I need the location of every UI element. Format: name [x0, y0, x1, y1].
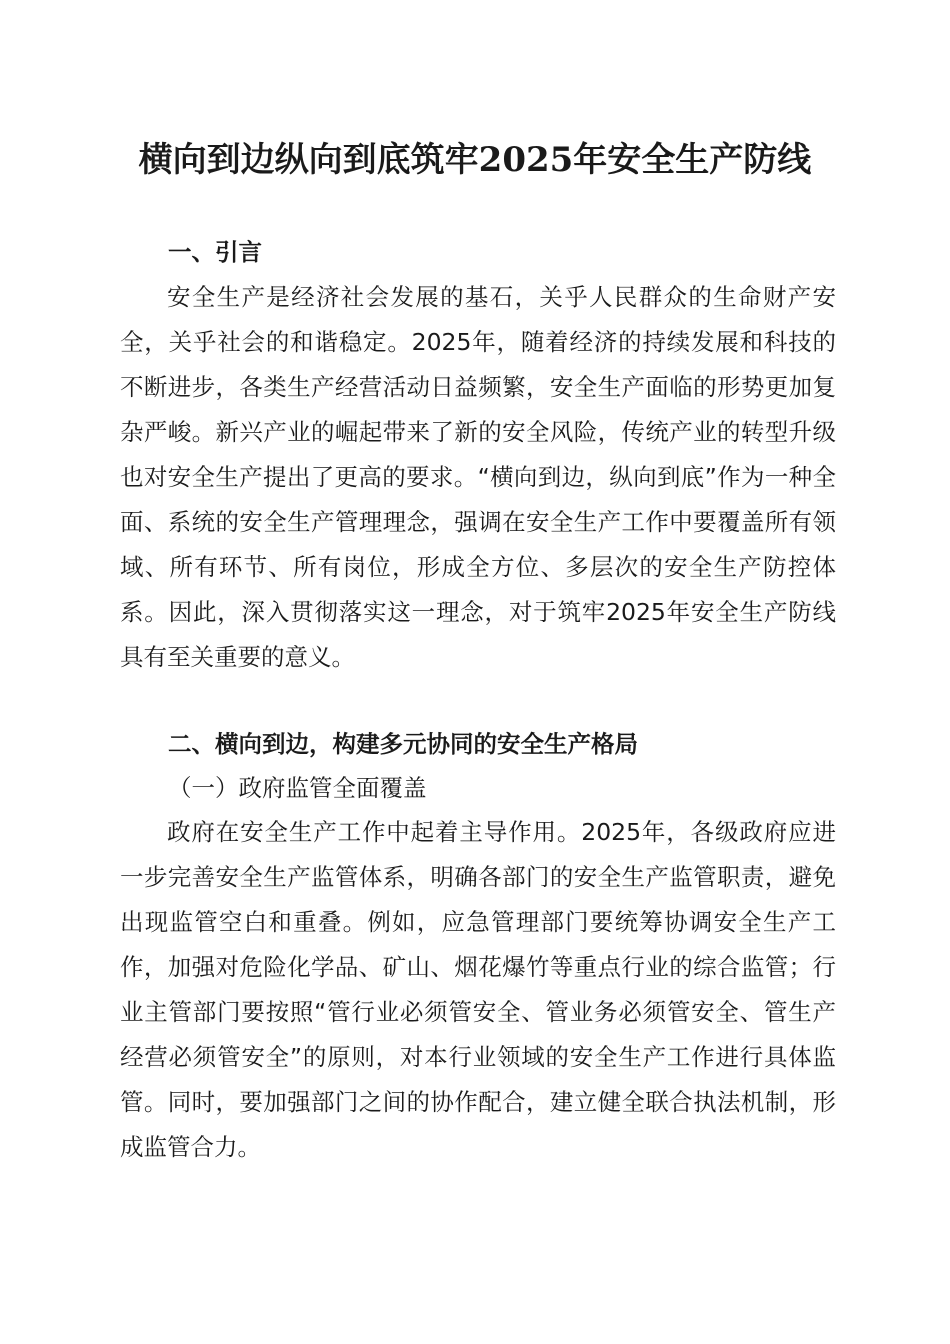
government-supervision-paragraph: 政府在安全生产工作中起着主导作用。2025年，各级政府应进一步完善安全生产监管体系，明确各部门的安全生产监管职责，避免出现监管空白和重叠。例如，应急管理部门要统筹协调安全生产工作，加强对危险化学品、矿山、烟花爆竹等重点行业的综合监管；行业主管部门要按照“管行业必须管安全、管业务必须管安全、管生产经营必须管安全”的原则，对本行业领域的安全生产工作进行具体监管。同时，要加强部门之间的协作配合，建立健全联合执法机制，形成监管合力。 — [120, 818, 836, 1161]
introduction-paragraph: 安全生产是经济社会发展的基石，关乎人民群众的生命财产安全，关乎社会的和谐稳定。2025年，随着经济的持续发展和科技的不断进步，各类生产经营活动日益频繁，安全生产面临的形势更加复杂严峻。新兴产业的崛起带来了新的安全风险，传统产业的转型升级也对安全生产提出了更高的要求。“横向到边，纵向到底”作为一种全面、系统的安全生产管理理念，强调在安全生产工作中要覆盖所有领域、所有环节、所有岗位，形成全方位、多层次的安全生产防控体系。因此，深入贯彻落实这一理念，对于筑牢2025年安全生产防线具有至关重要的意义。 — [120, 283, 836, 671]
subsection-heading-government-supervision: （一）政府监管全面覆盖 — [168, 774, 427, 802]
section-heading-horizontal: 二、横向到边，构建多元协同的安全生产格局 — [168, 730, 638, 758]
document-title: 横向到边纵向到底筑牢2025年安全生产防线 — [138, 140, 812, 180]
section-heading-introduction: 一、引言 — [168, 238, 262, 266]
